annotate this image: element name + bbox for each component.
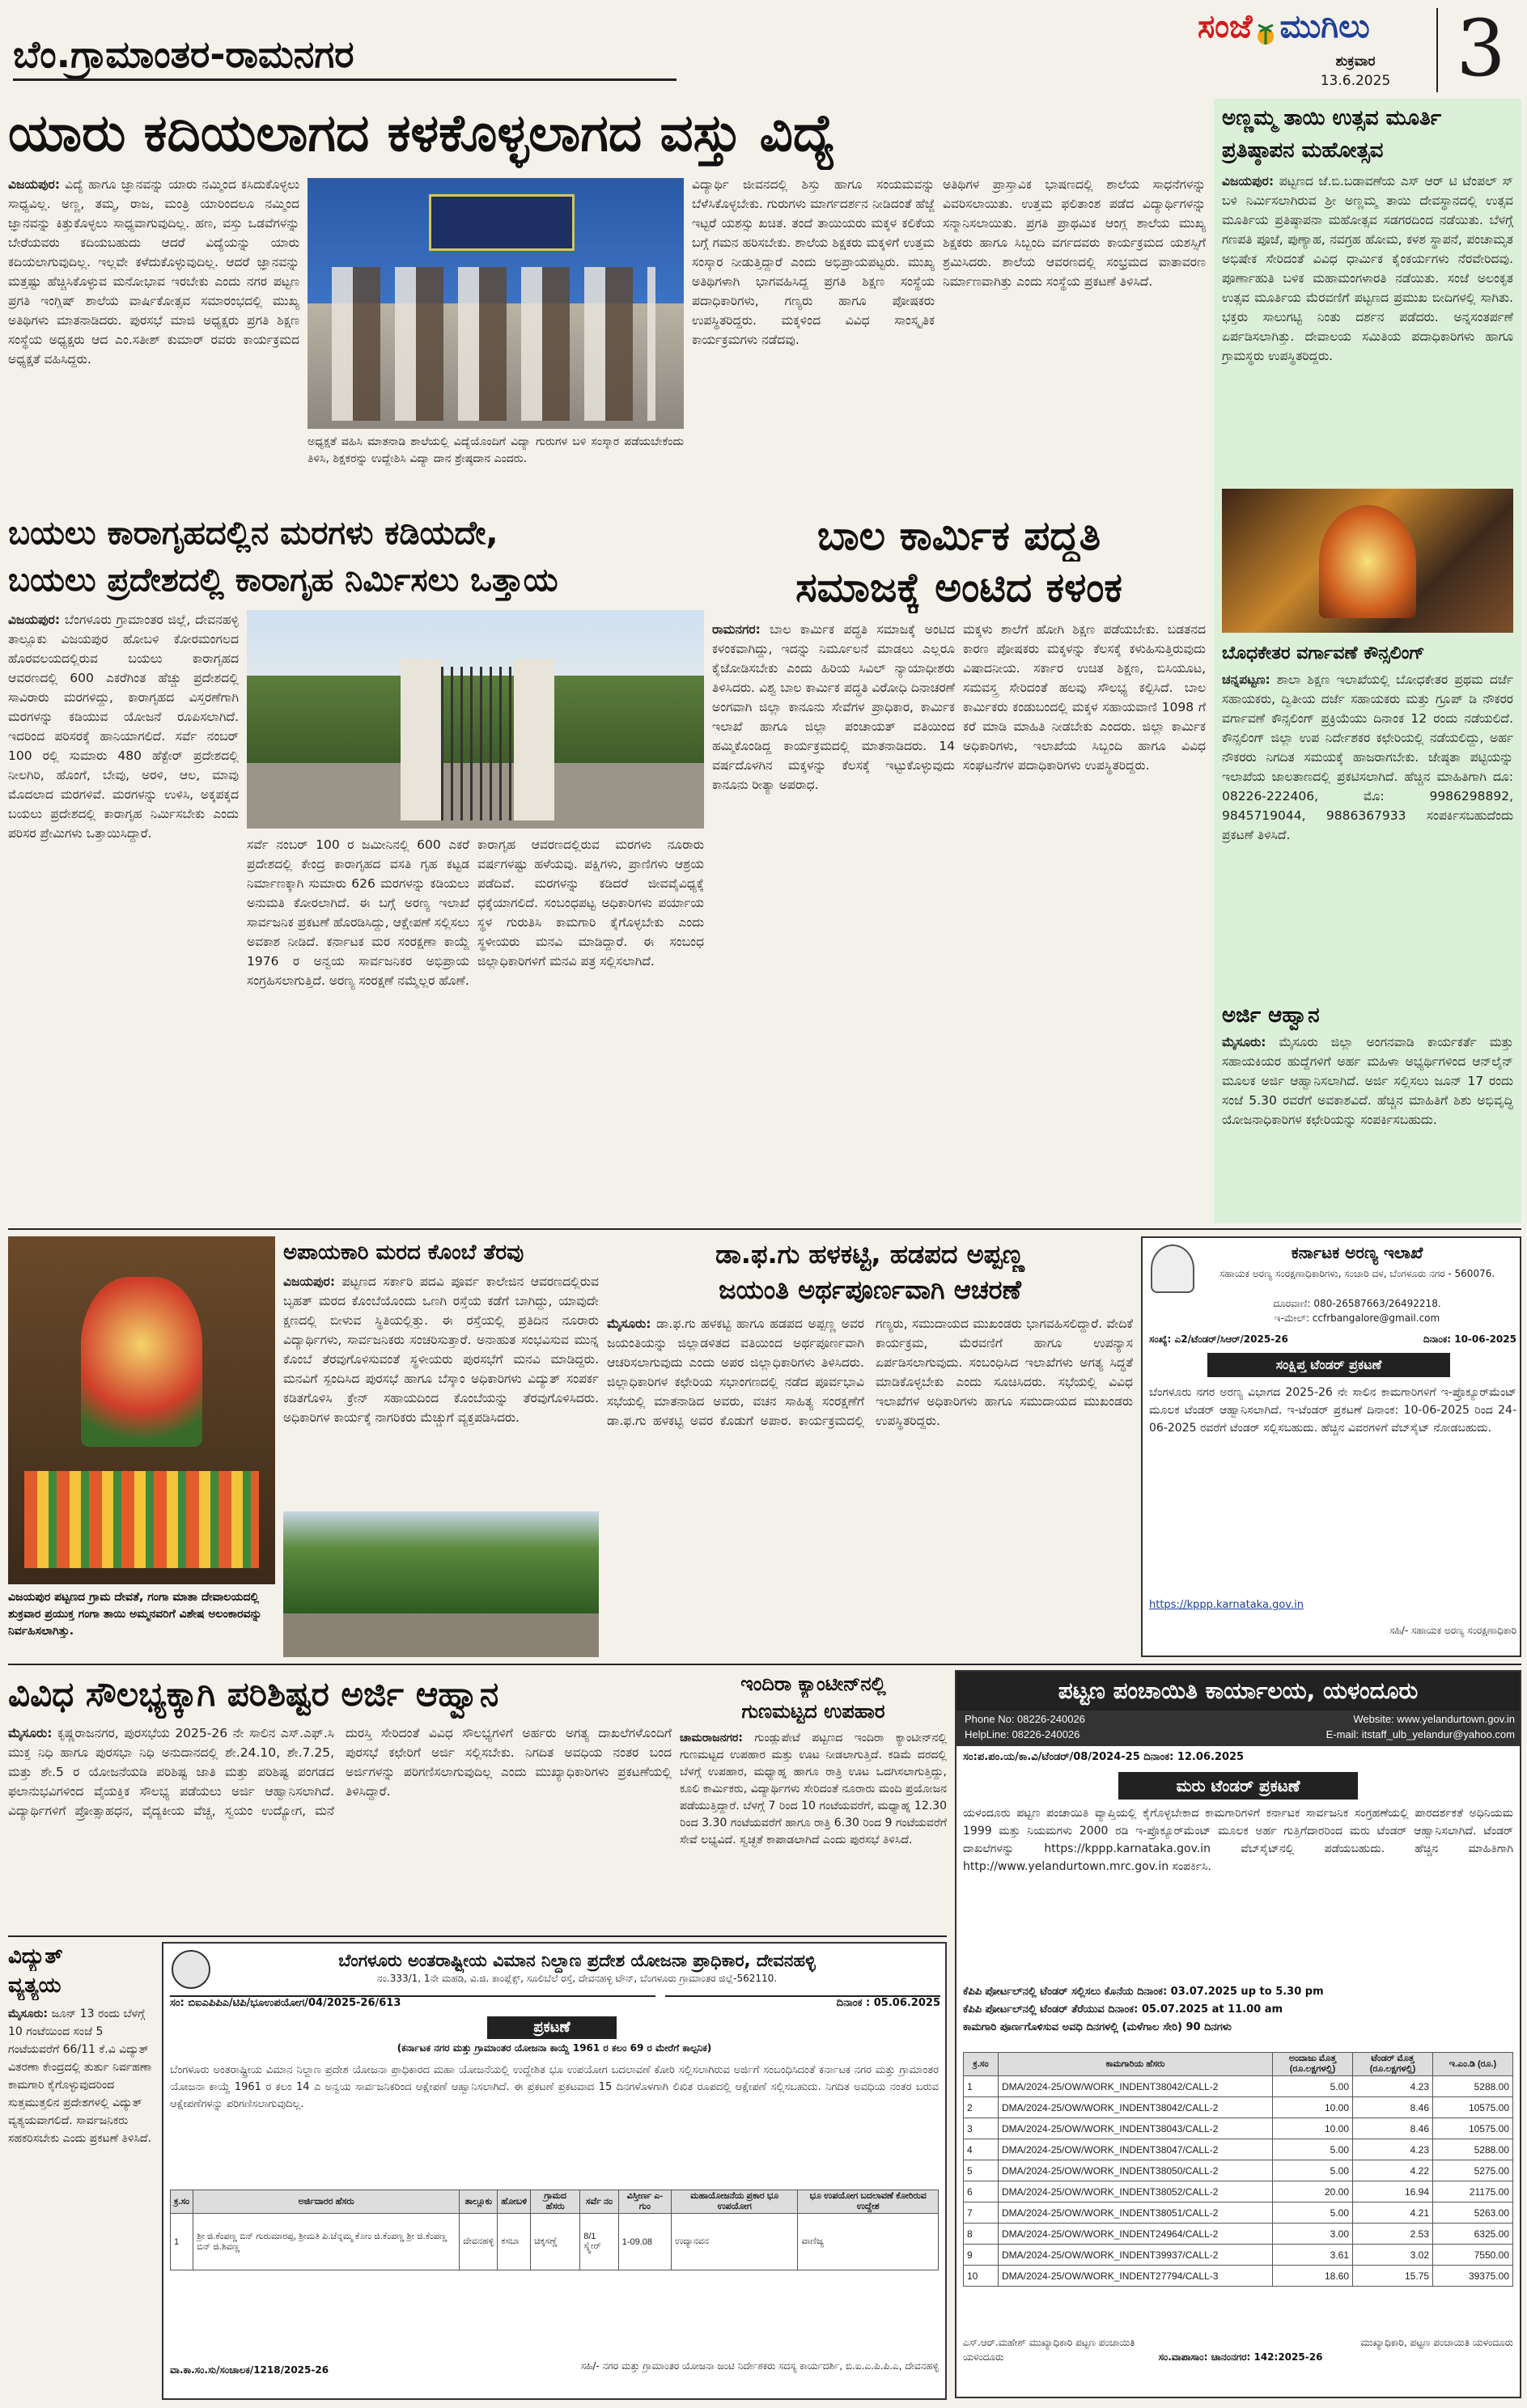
table-header-row bbox=[171, 2190, 939, 2214]
ad-yelandur-title: ಪಟ್ಟಣ ಪಂಚಾಯಿತಿ ಕಾರ್ಯಾಲಯ, ಯಳಂದೂರು bbox=[956, 1672, 1520, 1711]
story-arji-headline: ಅರ್ಜಿ ಆಹ್ವಾನ bbox=[1222, 1003, 1320, 1028]
cell: 4.22 bbox=[1353, 2160, 1433, 2181]
ad-yelandur-web[interactable]: Website: www.yelandurtown.gov.in bbox=[1353, 1713, 1515, 1725]
brand-word-a: ಸಂಜೆ bbox=[1198, 8, 1253, 45]
story-arji-body: ಮೈಸೂರು ಜಿಲ್ಲಾ ಅಂಗನವಾಡಿ ಕಾರ್ಯಕರ್ತೆ ಮತ್ತು ಸಹಾಯಕಿಯರ ಹುದ್ದೆಗಳಿಗೆ ಅರ್ಹ ಮಹಿಳಾ ಅಭ್ಯರ್ಥಿಗಳಿಂದ ಆನ್‌ಲೈನ್ ಮೂಲಕ ಅರ್ಜಿ ಆಹ್ವಾನಿಸಲಾಗಿದೆ. ಅರ್ಜಿ ಸಲ್ಲಿಸಲು ಜೂನ್ 17 ರಂದು ಸಂಜೆ 5.30 ರವರೆಗೆ ಅವಕಾಶವಿದೆ. ಹೆಚ್ಚಿನ ಮಾಹಿತಿಗೆ ಶಿಶು ಅಭಿವೃದ್ಧಿ ಯೋಜನಾಧಿಕಾರಿಗಳ ಕಛೇರಿಯನ್ನು ಸಂಪರ್ಕಿಸಬಹುದು. bbox=[1222, 1035, 1513, 1127]
col-estimate: ಅಂದಾಜು ಮೊತ್ತ (ರೂ.ಲಕ್ಷಗಳಲ್ಲಿ) bbox=[1273, 2053, 1353, 2076]
table-row bbox=[964, 2202, 1513, 2224]
dateline: ವಿಜಯಪುರ: bbox=[283, 1274, 336, 1289]
table-row bbox=[964, 2160, 1513, 2181]
table-row bbox=[964, 2076, 1513, 2097]
story-goddess bbox=[8, 1236, 275, 1657]
story-power-cut-text bbox=[8, 2005, 154, 2400]
ad-yelandur-period: ಕಾಮಗಾರಿ ಪೂರ್ಣಗೊಳಿಸುವ ಅವಧಿ ದಿನಗಳಲ್ಲಿ (ಮಳೆಗಾಲ ಸೇರಿ) 90 ದಿನಗಳು bbox=[963, 2021, 1232, 2033]
table-row bbox=[964, 2245, 1513, 2266]
brand-logo bbox=[1198, 8, 1440, 57]
ad-biaapa-title: ಬೆಂಗಳೂರು ಅಂತರಾಷ್ಟ್ರೀಯ ವಿಮಾನ ನಿಲ್ದಾಣ ಪ್ರದೇಶ ಯೋಜನಾ ಪ್ರಾಧಿಕಾರ, ದೇವನಹಳ್ಳಿ bbox=[338, 1951, 816, 1970]
cell: 10 bbox=[964, 2266, 999, 2287]
story-child-labour-col2: ಮಕ್ಕಳು ಶಾಲೆಗೆ ಹೋಗಿ ಶಿಕ್ಷಣ ಪಡೆಯಬೇಕು. ಬಡತನದ ಕಾರಣ ಪೋಷಕರು ಮಕ್ಕಳನ್ನು ಕೆಲಸಕ್ಕೆ ಕಳುಹಿಸುತ್ತಿರುವುದು ವಿಷಾದನೀಯ. ಸರ್ಕಾರ ಉಚಿತ ಶಿಕ್ಷಣ, ಬಿಸಿಯೂಟ, ಸಮವಸ್ತ್ರ ಸೇರಿದಂತೆ ಹಲವು ಸೌಲಭ್ಯ ಕಲ್ಪಿಸಿದೆ. ಬಾಲ ಕಾರ್ಮಿಕರು ಕಂಡುಬಂದಲ್ಲಿ ಮಕ್ಕಳ ಸಹಾಯವಾಣಿ 1098 ಗೆ ಕರೆ ಮಾಡಿ ಮಾಹಿತಿ ನೀಡಬೇಕು ಎಂದರು. ಜಿಲ್ಲಾ ಕಾರ್ಮಿಕ ಅಧಿಕಾರಿಗಳು, ಇಲಾಖೆಯ ಸಿಬ್ಬಂದಿ ಹಾಗೂ ವಿವಿಧ ಸಂಘಟನೆಗಳ ಪದಾಧಿಕಾರಿಗಳು ಉಪಸ್ಥಿತರಿದ್ದರು. bbox=[963, 622, 1206, 773]
divider-h2 bbox=[8, 1664, 1521, 1665]
table-row bbox=[964, 2224, 1513, 2245]
ad-yelandur-table bbox=[963, 2052, 1513, 2287]
cell: 5288.00 bbox=[1433, 2076, 1513, 2097]
ad-biaapa-notice bbox=[162, 1942, 947, 2400]
cell: 7 bbox=[964, 2202, 999, 2224]
ad-forest-dept: ಕರ್ನಾಟಕ ಅರಣ್ಯ ಇಲಾಖೆ bbox=[1291, 1243, 1423, 1262]
cell: 7550.00 bbox=[1433, 2245, 1513, 2266]
col-area: ವಿಸ್ತೀರ್ಣ ಎ-ಗುಂ bbox=[618, 2190, 671, 2214]
ad-forest-title: ಸಂಕ್ಷಿಪ್ತ ಟೆಂಡರ್ ಪ್ರಕಟಣೆ bbox=[1207, 1353, 1450, 1377]
ad-yelandur-deadline1: ಕೆಪಿಪಿ ಪೋರ್ಟಲ್‌ನಲ್ಲಿ ಟೆಂಡರ್ ಸಲ್ಲಿಸಲು ಕೊನೆಯ ದಿನಾಂಕ: 03.07.2025 up to 5.30 pm bbox=[963, 1986, 1324, 1998]
story-child-labour-col1 bbox=[712, 620, 955, 1222]
ad-forest-email: ಇ-ಮೇಲ್: ccfrbangalore@gmail.com bbox=[1274, 1312, 1440, 1324]
story-tree-branch bbox=[283, 1236, 599, 1657]
story-prison-text1: ಬೆಂಗಳೂರು ಗ್ರಾಮಾಂತರ ಜಿಲ್ಲೆ, ದೇವನಹಳ್ಳಿ ತಾಲ್ಲೂಕು ವಿಜಯಪುರ ಹೋಬಳಿ ಕೋರಮಂಗಲದ ಹೊರವಲಯದಲ್ಲಿರುವ ಬಯಲು ಕಾರಾಗೃಹದ ಆವರಣದಲ್ಲಿ 600 ಎಕರೆಗಿಂತ ಹೆಚ್ಚು ಪ್ರದೇಶದಲ್ಲಿ ಸಾವಿರಾರು ಮರಗಳಿದ್ದು, ಕಾರಾಗೃಹದ ವಿಸ್ತರಣೆಗಾಗಿ ಮರಗಳನ್ನು ಕಡಿಯುವ ಯೋಜನೆ ರೂಪಿಸಲಾಗಿದೆ. ಇದರಿಂದ ಪರಿಸರಕ್ಕೆ ಹಾನಿಯಾಗಲಿದೆ. ಸರ್ವೆ ನಂಬರ್ 100 ರಲ್ಲಿ ಸುಮಾರು 480 ಹೆಕ್ಟೇರ್ ಪ್ರದೇಶದಲ್ಲಿ ನೀಲಗಿರಿ, ಹೊಂಗೆ, ಬೇವು, ಅರಳಿ, ಆಲ, ಮಾವು ಮೊದಲಾದ ಮರಗಳಿವೆ. ಮರಗಳನ್ನು ಉಳಿಸಿ, ಅಕ್ಕಪಕ್ಕದ ಬಯಲು ಪ್ರದೇಶದಲ್ಲಿ ಕಾರಾಗೃಹ ನಿರ್ಮಿಸಬೇಕು ಎಂದು ಪರಿಸರ ಪ್ರೇಮಿಗಳು ಒತ್ತಾಯಿಸಿದ್ದಾರೆ. bbox=[8, 613, 239, 841]
deity-decoration bbox=[1319, 505, 1416, 618]
story-vidye-col3: ವಿದ್ಯಾರ್ಥಿ ಜೀವನದಲ್ಲಿ ಶಿಸ್ತು ಹಾಗೂ ಸಂಯಮವನ್ನು ಬೆಳೆಸಿಕೊಳ್ಳಬೇಕು. ಗುರುಗಳು ಮಾರ್ಗದರ್ಶನ ನೀಡಿದಂತೆ ಹೆಜ್ಜೆ ಇಟ್ಟರೆ ಯಶಸ್ಸು ಖಚಿತ. ತಂದೆ ತಾಯಿಯರು ಮಕ್ಕಳ ಕಲಿಕೆಯ ಬಗ್ಗೆ ಗಮನ ಹರಿಸಬೇಕು. ಶಾಲೆಯ ಶಿಕ್ಷಕರು ಮಕ್ಕಳಿಗೆ ಉತ್ತಮ ಸಂಸ್ಕಾರ ನೀಡುತ್ತಿದ್ದಾರೆ ಎಂದು ಅಭಿಪ್ರಾಯಪಟ್ಟರು. ಮುಖ್ಯ ಅತಿಥಿಗಳಾಗಿ ಭಾಗವಹಿಸಿದ್ದ ಪ್ರಗತಿ ಶಿಕ್ಷಣ ಸಂಸ್ಥೆಯ ಪದಾಧಿಕಾರಿಗಳು, ಗಣ್ಯರು ಹಾಗೂ ಪೋಷಕರು ಉಪಸ್ಥಿತರಿದ್ದರು. ಮಕ್ಕಳಿಂದ ವಿವಿಧ ಸಾಂಸ್ಕೃತಿಕ ಕಾರ್ಯಕ್ರಮಗಳು ನಡೆದವು. bbox=[692, 177, 935, 347]
cell: 4 bbox=[964, 2139, 999, 2160]
ad-biaapa-date: ದಿನಾಂಕ : 05.06.2025 bbox=[665, 1995, 940, 2013]
table-row bbox=[964, 2181, 1513, 2202]
ad-forest-url[interactable]: https://kppp.karnataka.gov.in bbox=[1149, 1599, 1304, 1611]
issue-date: 13.6.2025 bbox=[1320, 73, 1391, 89]
cell: DMA/2024-25/OW/WORK_INDENT38050/CALL-2 bbox=[999, 2160, 1273, 2181]
ad-yelandur-foot-ref: ಸಂ.ವಾಪಾಸಾಂ: ಚಾನಂನಗರ: 142:2025-26 bbox=[1158, 2351, 1323, 2363]
ad-yelandur-tender bbox=[955, 1670, 1521, 2398]
story-tree-branch-text bbox=[283, 1272, 599, 1507]
cell: 8.46 bbox=[1353, 2097, 1433, 2118]
stage-banner bbox=[429, 194, 575, 251]
story-child-labour bbox=[712, 510, 1206, 1222]
dateline: ವಿಜಯಪುರ: bbox=[8, 177, 61, 192]
table-row bbox=[964, 2118, 1513, 2139]
people-silhouettes bbox=[332, 267, 655, 421]
story-counselling-text bbox=[1222, 670, 1513, 997]
col-hobli: ಹೋಬಳಿ bbox=[498, 2190, 531, 2214]
cell: 3.61 bbox=[1273, 2245, 1353, 2266]
cell: 6 bbox=[964, 2181, 999, 2202]
gate-pillar-left bbox=[401, 659, 441, 820]
cell: 2 bbox=[964, 2097, 999, 2118]
story-power-cut-headline-2: ವ್ಯತ್ಯಯ bbox=[8, 1973, 62, 1998]
story-canteen-headline-2: ಗುಣಮಟ್ಟದ ಉಪಹಾರ bbox=[741, 1700, 885, 1723]
story-prison-trees bbox=[8, 510, 704, 1222]
cell: ವಾಣಿಜ್ಯ bbox=[798, 2214, 939, 2270]
ad-forest-ref: ಸಂಖ್ಯೆ: ಎ2/ಟೆಂಡರ್/ಸಿಆರ್/2025-26 bbox=[1149, 1333, 1288, 1345]
ad-yelandur-help: HelpLine: 08226-240026 bbox=[965, 1728, 1080, 1740]
goddess-idol bbox=[81, 1277, 202, 1447]
cell: 18.60 bbox=[1273, 2266, 1353, 2287]
cell: DMA/2024-25/OW/WORK_INDENT38051/CALL-2 bbox=[999, 2202, 1273, 2224]
cell: 5288.00 bbox=[1433, 2139, 1513, 2160]
cell: DMA/2024-25/OW/WORK_INDENT38042/CALL-2 bbox=[999, 2097, 1273, 2118]
story-annamma-headline-1: ಅಣ್ಣಮ್ಮ ತಾಯಿ ಉತ್ಸವ ಮೂರ್ತಿ bbox=[1222, 106, 1442, 130]
cell: 10575.00 bbox=[1433, 2118, 1513, 2139]
cell: ಉದ್ಯಾನವನ bbox=[672, 2214, 798, 2270]
story-sc-st-text bbox=[8, 1723, 672, 1929]
story-child-labour-text1: ಬಾಲ ಕಾರ್ಮಿಕ ಪದ್ಧತಿ ಸಮಾಜಕ್ಕೆ ಅಂಟಿದ ಕಳಂಕವಾಗಿದ್ದು, ಇದನ್ನು ನಿರ್ಮೂಲನೆ ಮಾಡಲು ಎಲ್ಲರೂ ಕೈಜೋಡಿಸಬೇಕು ಎಂದು ಹಿರಿಯ ಸಿವಿಲ್ ನ್ಯಾಯಾಧೀಶರು ತಿಳಿಸಿದರು. ವಿಶ್ವ ಬಾಲ ಕಾರ್ಮಿಕ ಪದ್ಧತಿ ವಿರೋಧಿ ದಿನಾಚರಣೆ ಅಂಗವಾಗಿ ಜಿಲ್ಲಾ ಕಾನೂನು ಸೇವೆಗಳ ಪ್ರಾಧಿಕಾರ, ಕಾರ್ಮಿಕ ಇಲಾಖೆ ಹಾಗೂ ಜಿಲ್ಲಾ ಪಂಚಾಯತ್ ವತಿಯಿಂದ ಹಮ್ಮಿಕೊಂಡಿದ್ದ ಕಾರ್ಯಕ್ರಮದಲ್ಲಿ ಮಾತನಾಡಿದರು. 14 ವರ್ಷದೊಳಗಿನ ಮಕ್ಕಳನ್ನು ಕೆಲಸಕ್ಕೆ ಇಟ್ಟುಕೊಳ್ಳುವುದು ಕಾನೂನು ರೀತ್ಯಾ ಅಪರಾಧ. bbox=[712, 622, 955, 792]
cell: 5.00 bbox=[1273, 2202, 1353, 2224]
cell: 8 bbox=[964, 2224, 999, 2245]
col-master-plan-use: ಮಹಾಯೋಜನೆಯ ಪ್ರಕಾರ ಭೂ ಉಪಯೋಗ bbox=[672, 2190, 798, 2214]
cell: 1 bbox=[171, 2214, 193, 2270]
col-work: ಕಾಮಗಾರಿಯ ಹೆಸರು bbox=[999, 2053, 1273, 2076]
ad-biaapa-foot-sign: ಸಹಿ/- ನಗರ ಮತ್ತು ಗ್ರಾಮಾಂತರ ಯೋಜನಾ ಜಂಟಿ ನಿರ್ದೇಶಕರು ಸದಸ್ಯ ಕಾರ್ಯದರ್ಶಿ, ಬಿ.ಐ.ಎ.ಪಿ.ಪಿ.ಎ, ದೇವನಹಳ್ಳಿ bbox=[580, 2360, 939, 2372]
ad-yelandur-deadline2: ಕೆಪಿಪಿ ಪೋರ್ಟಲ್‌ನಲ್ಲಿ ಟೆಂಡರ್ ತೆರೆಯುವ ದಿನಾಂಕ: 05.07.2025 at 11.00 am bbox=[963, 2003, 1283, 2016]
ad-biaapa-ref: ಸಂ: ಬಿಐಎಪಿಪಿಎ/ಟಿಪಿ/ಭೂಉಪಯೋಗ/04/2025-26/613 bbox=[170, 1995, 655, 2013]
story-prison-col2: ಸರ್ವೆ ನಂಬರ್ 100 ರ ಜಮೀನಿನಲ್ಲಿ 600 ಎಕರೆ ಪ್ರದೇಶದಲ್ಲಿ ಕೇಂದ್ರ ಕಾರಾಗೃಹದ ವಸತಿ ಗೃಹ ಕಟ್ಟಡ ನಿರ್ಮಾಣಕ್ಕಾಗಿ ಸುಮಾರು 626 ಮರಗಳನ್ನು ಕಡಿಯಲು ಅನುಮತಿ ಕೋರಲಾಗಿದೆ. ಈ ಬಗ್ಗೆ ಅರಣ್ಯ ಇಲಾಖೆ ಸಾರ್ವಜನಿಕ ಪ್ರಕಟಣೆ ಹೊರಡಿಸಿದ್ದು, ಆಕ್ಷೇಪಣೆ ಸಲ್ಲಿಸಲು ಅವಕಾಶ ನೀಡಿದೆ. ಕರ್ನಾಟಕ ಮರ ಸಂರಕ್ಷಣಾ ಕಾಯ್ದೆ 1976 ರ ಅನ್ವಯ ಸಾರ್ವಜನಿಕರ ಅಭಿಪ್ರಾಯ ಸಂಗ್ರಹಿಸಲಾಗುತ್ತಿದೆ. ಅರಣ್ಯ ಸಂರಕ್ಷಣೆ ನಮ್ಮೆಲ್ಲರ ಹೊಣೆ. bbox=[247, 837, 469, 988]
table-row bbox=[964, 2266, 1513, 2287]
col-emd: ಇ.ಎಂ.ಡಿ (ರೂ.) bbox=[1433, 2053, 1513, 2076]
cell: DMA/2024-25/OW/WORK_INDENT38042/CALL-2 bbox=[999, 2076, 1273, 2097]
sun-palm-icon bbox=[1252, 22, 1279, 46]
story-prison-col1 bbox=[8, 610, 239, 1222]
cell: 5.00 bbox=[1273, 2076, 1353, 2097]
story-halakatti-headline-2: ಜಯಂತಿ ಅರ್ಥಪೂರ್ಣವಾಗಿ ಆಚರಣೆ bbox=[719, 1274, 1021, 1305]
cell: 3 bbox=[964, 2118, 999, 2139]
story-annamma-body: ಪಟ್ಟಣದ ಜೆ.ಬಿ.ಬಡಾವಣೆಯ ಎಸ್ ಆರ್ ಟಿ ಟೆಂಪಲ್ ಸ್ ಬಳಿ ನಿರ್ಮಿಸಲಾಗಿರುವ ಶ್ರೀ ಅಣ್ಣಮ್ಮ ತಾಯಿ ದೇವಸ್ಥಾನದಲ್ಲಿ ಉತ್ಸವ ಮೂರ್ತಿಯ ಪ್ರತಿಷ್ಠಾಪನಾ ಮಹೋತ್ಸವ ಸಡಗರದಿಂದ ನಡೆಯಿತು. ಬೆಳಗ್ಗೆ ಗಣಪತಿ ಪೂಜೆ, ಪುಣ್ಯಾಹ, ನವಗ್ರಹ ಹೋಮ, ಕಳಶ ಸ್ಥಾಪನೆ, ಪಂಚಾಮೃತ ಅಭಿಷೇಕ ಸೇರಿದಂತೆ ವಿವಿಧ ಧಾರ್ಮಿಕ ಕೈಂಕರ್ಯಗಳು ನೆರವೇರಿದವು. ಪೂರ್ಣಾಹುತಿ ಬಳಿಕ ಮಹಾಮಂಗಳಾರತಿ ನಡೆಯಿತು. ಸಂಜೆ ಅಲಂಕೃತ ಉತ್ಸವ ಮೂರ್ತಿಯ ಮೆರವಣಿಗೆ ಪಟ್ಟಣದ ಪ್ರಮುಖ ಬೀದಿಗಳಲ್ಲಿ ಸಾಗಿತು. ಭಕ್ತರು ಸಾಲುಗಟ್ಟಿ ನಿಂತು ದರ್ಶನ ಪಡೆದರು. ಅನ್ನಸಂತರ್ಪಣೆ ಏರ್ಪಡಿಸಲಾಗಿತ್ತು. ದೇವಾಲಯ ಸಮಿತಿಯ ಪದಾಧಿಕಾರಿಗಳು ಹಾಗೂ ಗ್ರಾಮಸ್ಥರು ಉಪಸ್ಥಿತರಿದ್ದರು. bbox=[1222, 174, 1513, 363]
cell: DMA/2024-25/OW/WORK_INDENT24964/CALL-2 bbox=[999, 2224, 1273, 2245]
cell: 10.00 bbox=[1273, 2118, 1353, 2139]
ad-yelandur-subtitle: ಮರು ಟೆಂಡರ್ ಪ್ರಕಟಣೆ bbox=[1118, 1772, 1358, 1800]
cell: 3.00 bbox=[1273, 2224, 1353, 2245]
dateline: ಚನ್ನಪಟ್ಟಣ: bbox=[1222, 672, 1270, 687]
ad-biaapa-table-wrap bbox=[170, 2190, 939, 2351]
cell: 5263.00 bbox=[1433, 2202, 1513, 2224]
story-canteen bbox=[680, 1670, 947, 1929]
story-sc-st bbox=[8, 1670, 672, 1929]
dateline: ಮೈಸೂರು: bbox=[8, 2007, 49, 2020]
story-prison-headline-1: ಬಯಲು ಕಾರಾಗೃಹದಲ್ಲಿನ ಮರಗಳು ಕಡಿಯದೇ, bbox=[8, 515, 498, 552]
goddess-caption: ವಿಜಯಪುರ ಪಟ್ಟಣದ ಗ್ರಾಮ ದೇವತೆ, ಗಂಗಾ ಮಾತಾ ದೇವಾಲಯದಲ್ಲಿ ಶುಕ್ರವಾರ ಪ್ರಯುಕ್ತ ಗಂಗಾ ತಾಯಿ ಅಮ್ಮನವರಿಗೆ ವಿಶೇಷ ಅಲಂಕಾರವನ್ನು ನಿರ್ವಹಿಸಲಾಗಿತ್ತು. bbox=[8, 1591, 262, 1638]
cell: 1 bbox=[964, 2076, 999, 2097]
story-child-labour-headline-2: ಸಮಾಜಕ್ಕೆ ಅಂಟಿದ ಕಳಂಕ bbox=[795, 564, 1122, 611]
story-vidye-text1: ವಿದ್ಯೆ ಹಾಗೂ ಜ್ಞಾನವನ್ನು ಯಾರು ನಮ್ಮಿಂದ ಕಸಿದುಕೊಳ್ಳಲು ಸಾಧ್ಯವಿಲ್ಲ. ಅಣ್ಣ, ತಮ್ಮ, ರಾಜ, ಮಂತ್ರಿ ಯಾರಿಂದಲೂ ನಮ್ಮಿಂದ ಜ್ಞಾನವನ್ನು ಕಿತ್ತುಕೊಳ್ಳಲು ಸಾಧ್ಯವಾಗುವುದಿಲ್ಲ. ಹಣ, ವಸ್ತು ಒಡವೆಗಳನ್ನು ಬೇರೆಯವರು ಕದಿಯಬಹುದು ಆದರೆ ವಿದ್ಯೆಯನ್ನು ಯಾರು ಕದಿಯಲಾಗುವುದಿಲ್ಲ. ಇಲ್ಲವೇ ಕಳೆದುಕೊಳ್ಳುವುದಿಲ್ಲ. ಆದರೆ ಜ್ಞಾನವನ್ನು ಮತ್ತಷ್ಟು ಹೆಚ್ಚಿಸಿಕೊಳ್ಳುವ ಮನೋಭಾವ ಇರಬೇಕು ಎಂದು ನಗರ ಪಟ್ಟಣ ಪ್ರಗತಿ ಇಂಗ್ಲಿಷ್ ಶಾಲೆಯ ವಾರ್ಷಿಕೋತ್ಸವ ಸಮಾರಂಭದಲ್ಲಿ ಮುಖ್ಯ ಅತಿಥಿಗಳು ಮಾತನಾಡಿದರು. ಪುರಸಭೆ ಮಾಜಿ ಅಧ್ಯಕ್ಷರು ಪ್ರಗತಿ ಶಿಕ್ಷಣ ಸಂಸ್ಥೆಯ ಅಧ್ಯಕ್ಷರು ಆದ ಎಂ.ಸತೀಶ್ ಕುಮಾರ್ ರವರು ಕಾರ್ಯಕ್ರಮದ ಅಧ್ಯಕ್ಷತೆ ವಹಿಸಿದ್ದರು. bbox=[8, 177, 299, 367]
story-vidye-headline: ಯಾರು ಕದಿಯಲಾಗದ ಕಳಕೊಳ್ಳಲಾಗದ ವಸ್ತು ವಿದ್ಯೆ bbox=[8, 104, 836, 163]
table-row bbox=[964, 2097, 1513, 2118]
cell: 4.23 bbox=[1353, 2076, 1433, 2097]
story-power-cut-headline-1: ವಿದ್ಯುತ್ bbox=[8, 1944, 63, 1969]
cell: 8.46 bbox=[1353, 2118, 1433, 2139]
story-power-cut-body: ಜೂನ್ 13 ರಂದು ಬೆಳಗ್ಗೆ 10 ಗಂಟೆಯಿಂದ ಸಂಜೆ 5 ಗಂಟೆಯವರೆಗೆ 66/11 ಕೆ.ವಿ ವಿದ್ಯುತ್ ವಿತರಣಾ ಕೇಂದ್ರದಲ್ಲಿ ತುರ್ತು ನಿರ್ವಹಣಾ ಕಾಮಗಾರಿ ಕೈಗೊಳ್ಳುವುದರಿಂದ ಸುತ್ತಮುತ್ತಲಿನ ಪ್ರದೇಶಗಳಲ್ಲಿ ವಿದ್ಯುತ್ ವ್ಯತ್ಯಯವಾಗಲಿದೆ. ಸಾರ್ವಜನಿಕರು ಸಹಕರಿಸಬೇಕು ಎಂದು ಪ್ರಕಟಣೆ ತಿಳಿಸಿದೆ. bbox=[8, 2007, 152, 2145]
story-vidye-photo bbox=[308, 178, 684, 429]
section-title: ಬೆಂ.ಗ್ರಾಮಾಂತರ-ರಾಮನಗರ bbox=[13, 28, 677, 81]
story-power-cut bbox=[8, 1942, 154, 2400]
cell: 21175.00 bbox=[1433, 2181, 1513, 2202]
cell: 10575.00 bbox=[1433, 2097, 1513, 2118]
story-vidye bbox=[8, 97, 1206, 502]
prison-gate bbox=[441, 667, 514, 820]
story-annamma-headline-2: ಪ್ರತಿಷ್ಠಾಪನ ಮಹೋತ್ಸವ bbox=[1222, 138, 1384, 163]
page-number: 3 bbox=[1456, 3, 1506, 94]
story-canteen-headline-1: ಇಂದಿರಾ ಕ್ಯಾಂಟೀನ್‌ನಲ್ಲಿ bbox=[740, 1672, 886, 1695]
story-halakatti-body: ಡಾ.ಫ.ಗು ಹಳಕಟ್ಟಿ ಹಾಗೂ ಹಡಪದ ಅಪ್ಪಣ್ಣ ಅವರ ಜಯಂತಿಯನ್ನು ಜಿಲ್ಲಾಡಳಿತದ ವತಿಯಿಂದ ಅರ್ಥಪೂರ್ಣವಾಗಿ ಆಚರಿಸಲಾಗುವುದು ಎಂದು ಅಪರ ಜಿಲ್ಲಾಧಿಕಾರಿಗಳು ತಿಳಿಸಿದರು. ಜಿಲ್ಲಾಧಿಕಾರಿಗಳ ಕಛೇರಿಯ ಸಭಾಂಗಣದಲ್ಲಿ ನಡೆದ ಪೂರ್ವಭಾವಿ ಸಭೆಯಲ್ಲಿ ಮಾತನಾಡಿದ ಅವರು, ವಚನ ಸಾಹಿತ್ಯ ಸಂರಕ್ಷಣೆಗೆ ಡಾ.ಫ.ಗು ಹಳಕಟ್ಟಿ ಅವರ ಕೊಡುಗೆ ಅಪಾರ. ಕಾರ್ಯಕ್ರಮದಲ್ಲಿ ಗಣ್ಯರು, ಸಮುದಾಯದ ಮುಖಂಡರು ಭಾಗವಹಿಸಲಿದ್ದಾರೆ. ವೇದಿಕೆ ಕಾರ್ಯಕ್ರಮ, ಮೆರವಣಿಗೆ ಹಾಗೂ ಉಪನ್ಯಾಸ ಏರ್ಪಡಿಸಲಾಗುವುದು. ಸಂಬಂಧಿಸಿದ ಇಲಾಖೆಗಳು ಅಗತ್ಯ ಸಿದ್ಧತೆ ಮಾಡಿಕೊಳ್ಳಬೇಕು ಎಂದು ಸೂಚಿಸಿದರು. ಸಭೆಯಲ್ಲಿ ವಿವಿಧ ಇಲಾಖೆಗಳ ಅಧಿಕಾರಿಗಳು ಹಾಗೂ ಸಮುದಾಯದ ಮುಖಂಡರು ಉಪಸ್ಥಿತರಿದ್ದರು. bbox=[607, 1316, 1133, 1428]
ad-yelandur-foot-right: ಮುಖ್ಯಾಧಿಕಾರಿ, ಪಟ್ಟಣ ಪಂಚಾಯಿತಿ ಯಳಂದೂರು bbox=[1360, 2337, 1513, 2348]
story-sc-st-body: ಕೃಷ್ಣರಾಜನಗರ, ಪುರಸಭೆಯ 2025-26 ನೇ ಸಾಲಿನ ಎಸ್.ಎಫ್.ಸಿ ಮುಕ್ತ ನಿಧಿ ಹಾಗೂ ಪುರಸಭಾ ನಿಧಿ ಅನುದಾನದಲ್ಲಿ ಶೇ.24.10, ಶೇ.7.25, ಮತ್ತು ಶೇ.5 ರ ಯೋಜನೆಯಡಿ ಪರಿಶಿಷ್ಟ ಜಾತಿ ಮತ್ತು ಪರಿಶಿಷ್ಟ ಪಂಗಡದ ಫಲಾನುಭವಿಗಳಿಂದ ವೈಯಕ್ತಿಕ ಸೌಲಭ್ಯ ಪಡೆಯಲು ಅರ್ಜಿ ಆಹ್ವಾನಿಸಲಾಗಿದೆ. ವಿದ್ಯಾರ್ಥಿಗಳಿಗೆ ಪ್ರೋತ್ಸಾಹಧನ, ವೈದ್ಯಕೀಯ ವೆಚ್ಚ, ಸ್ವಯಂ ಉದ್ಯೋಗ, ಮನೆ ದುರಸ್ತಿ ಸೇರಿದಂತೆ ವಿವಿಧ ಸೌಲಭ್ಯಗಳಿಗೆ ಅರ್ಹರು ಅಗತ್ಯ ದಾಖಲೆಗಳೊಂದಿಗೆ ಪುರಸಭೆ ಕಛೇರಿಗೆ ಅರ್ಜಿ ಸಲ್ಲಿಸಬೇಕು. ನಿಗದಿತ ಅವಧಿಯ ನಂತರ ಬಂದ ಅರ್ಜಿಗಳನ್ನು ಪರಿಗಣಿಸಲಾಗುವುದಿಲ್ಲ ಎಂದು ಮುಖ್ಯಾಧಿಕಾರಿಗಳು ಪ್ರಕಟಣೆಯಲ್ಲಿ ತಿಳಿಸಿದ್ದಾರೆ. bbox=[8, 1726, 672, 1818]
story-child-labour-headline-1: ಬಾಲ ಕಾರ್ಮಿಕ ಪದ್ಧತಿ bbox=[817, 512, 1101, 559]
flower-garlands bbox=[24, 1471, 259, 1568]
dateline: ವಿಜಯಪುರ: bbox=[1222, 174, 1275, 189]
cell: 5275.00 bbox=[1433, 2160, 1513, 2181]
story-halakatti-headline-1: ಡಾ.ಫ.ಗು ಹಳಕಟ್ಟಿ, ಹಡಪದ ಅಪ್ಪಣ್ಣ bbox=[715, 1239, 1024, 1270]
col-proposed-use: ಭೂ ಉಪಯೋಗ ಬದಲಾವಣೆ ಕೋರಿರುವ ಉದ್ದೇಶ bbox=[798, 2190, 939, 2214]
cell: 15.75 bbox=[1353, 2266, 1433, 2287]
story-canteen-text bbox=[680, 1730, 947, 1929]
cell: DMA/2024-25/OW/WORK_INDENT38052/CALL-2 bbox=[999, 2181, 1273, 2202]
cell: DMA/2024-25/OW/WORK_INDENT27794/CALL-3 bbox=[999, 2266, 1273, 2287]
ad-biaapa-law: (ಕರ್ನಾಟಕ ನಗರ ಮತ್ತು ಗ್ರಾಮಾಂತರ ಯೋಜನಾ ಕಾಯ್ದೆ 1961 ರ ಕಲಂ 69 ರ ಮೇರೆಗೆ ಕಾಲ್ಪನಿಕ) bbox=[397, 2042, 712, 2054]
cell: 6325.00 bbox=[1433, 2224, 1513, 2245]
table-row bbox=[964, 2139, 1513, 2160]
story-vidye-col1 bbox=[8, 175, 299, 502]
ad-forest-phone: ದೂರವಾಣಿ: 080-26587663/26492218. bbox=[1273, 1298, 1441, 1309]
story-tree-branch-photo bbox=[283, 1511, 599, 1657]
divider-h1 bbox=[8, 1228, 1521, 1230]
story-halakatti bbox=[607, 1236, 1133, 1657]
masthead bbox=[0, 0, 1527, 104]
cell: 9 bbox=[964, 2245, 999, 2266]
ad-forest-date: ದಿನಾಂಕ: 10-06-2025 bbox=[1423, 1333, 1516, 1345]
ad-biaapa-address: ನಂ.333/1, 1ನೇ ಮಹಡಿ, ವಿ.ಜಿ. ಕಾಂಪ್ಲೆಕ್ಸ್, ಸೂಲಿಬೆಲೆ ರಸ್ತೆ, ದೇವನಹಳ್ಳಿ ಟೌನ್, ಬೆಂಗಳೂರು ಗ್ರಾಮಾಂತರ ಜಿಲ್ಲೆ-562110. bbox=[376, 1973, 778, 1984]
cell: 20.00 bbox=[1273, 2181, 1353, 2202]
cell: ಚಿಕ್ಕಸಣ್ಣೆ bbox=[531, 2214, 580, 2270]
ad-biaapa-subtitle: ಪ್ರಕಟಣೆ bbox=[487, 2016, 617, 2039]
col-applicant: ಅರ್ಜಿದಾರರ ಹೆಸರು bbox=[193, 2190, 460, 2214]
ad-forest-office: ಸಹಾಯಕ ಅರಣ್ಯ ಸಂರಕ್ಷಣಾಧಿಕಾರಿಗಳು, ಸಂಚಾರಿ ದಳ, ಬೆಂಗಳೂರು ನಗರ - 560076. bbox=[1219, 1268, 1495, 1279]
cell: 3.02 bbox=[1353, 2245, 1433, 2266]
cell: 4.21 bbox=[1353, 2202, 1433, 2224]
ad-yelandur-phone: Phone No: 08226-240026 bbox=[965, 1713, 1085, 1725]
divider-h3 bbox=[8, 1935, 947, 1937]
story-prison-photo bbox=[247, 610, 704, 829]
goddess-photo bbox=[8, 1236, 275, 1584]
story-prison-col3: ಕಾರಾಗೃಹ ಆವರಣದಲ್ಲಿರುವ ಮರಗಳು ನೂರಾರು ವರ್ಷಗಳಷ್ಟು ಹಳೆಯವು. ಪಕ್ಷಿಗಳು, ಪ್ರಾಣಿಗಳು ಆಶ್ರಯ ಪಡೆದಿವೆ. ಮರಗಳನ್ನು ಕಡಿದರೆ ಜೀವವೈವಿಧ್ಯಕ್ಕೆ ಧಕ್ಕೆಯಾಗಲಿದೆ. ಸಂಬಂಧಪಟ್ಟ ಅಧಿಕಾರಿಗಳು ಪರ್ಯಾಯ ಸ್ಥಳ ಗುರುತಿಸಿ ಕಾಮಗಾರಿ ಕೈಗೊಳ್ಳಬೇಕು ಎಂದು ಸ್ಥಳೀಯರು ಮನವಿ ಮಾಡಿದ್ದಾರೆ. ಈ ಸಂಬಂಧ ಜಿಲ್ಲಾಧಿಕಾರಿಗಳಿಗೆ ಮನವಿ ಪತ್ರ ಸಲ್ಲಿಸಲಾಗಿದೆ. bbox=[477, 837, 704, 969]
cell: 10.00 bbox=[1273, 2097, 1353, 2118]
cell: 16.94 bbox=[1353, 2181, 1433, 2202]
dateline: ವಿಜಯಪುರ: bbox=[8, 613, 61, 627]
cell: 1-09.08 bbox=[618, 2214, 671, 2270]
table-header-row bbox=[964, 2053, 1513, 2076]
story-tree-branch-headline: ಅಪಾಯಕಾರಿ ಮರದ ಕೊಂಬೆ ತೆರವು bbox=[283, 1240, 524, 1265]
dateline: ಮೈಸೂರು: bbox=[1222, 1035, 1266, 1049]
ad-forest-tender bbox=[1141, 1236, 1521, 1657]
col-sl: ಕ್ರ.ಸಂ bbox=[171, 2190, 193, 2214]
cell: 5 bbox=[964, 2160, 999, 2181]
story-canteen-body: ಗುಂಡ್ಲುಪೇಟೆ ಪಟ್ಟಣದ ಇಂದಿರಾ ಕ್ಯಾಂಟೀನ್‌ನಲ್ಲಿ ಗುಣಮಟ್ಟದ ಉಪಹಾರ ಮತ್ತು ಊಟ ನೀಡಲಾಗುತ್ತಿದೆ. ಕಡಿಮೆ ದರದಲ್ಲಿ ಬೆಳಗ್ಗೆ ಉಪಹಾರ, ಮಧ್ಯಾಹ್ನ ಹಾಗೂ ರಾತ್ರಿ ಊಟ ಒದಗಿಸಲಾಗುತ್ತಿದ್ದು, ಕೂಲಿ ಕಾರ್ಮಿಕರು, ವಿದ್ಯಾರ್ಥಿಗಳು ಸೇರಿದಂತೆ ನೂರಾರು ಮಂದಿ ಪ್ರಯೋಜನ ಪಡೆಯುತ್ತಿದ್ದಾರೆ. ಬೆಳಗ್ಗೆ 7 ರಿಂದ 10 ಗಂಟೆಯವರೆಗೆ, ಮಧ್ಯಾಹ್ನ 12.30 ರಿಂದ 3.30 ಗಂಟೆಯವರೆಗೆ ಹಾಗೂ ರಾತ್ರಿ 6.30 ರಿಂದ 9 ಗಂಟೆಯವರೆಗೆ ಸೇವೆ ಲಭ್ಯವಿದೆ. ಸ್ವಚ್ಛತೆ ಕಾಪಾಡಲಾಗಿದೆ ಎಂದು ಪುರಸಭೆ ತಿಳಿಸಿದೆ. bbox=[680, 1732, 947, 1846]
story-annamma-photo bbox=[1222, 489, 1513, 633]
gate-pillar-right bbox=[514, 659, 554, 820]
right-column bbox=[1214, 99, 1521, 1223]
ad-forest-sign: ಸಹಿ/- ಸಹಾಯಕ ಅರಣ್ಯ ಸಂರಕ್ಷಣಾಧಿಕಾರಿ bbox=[1389, 1625, 1516, 1636]
ad-yelandur-ref: ಸಂ:ಪ.ಪಂ.ಯ/ಕಾ.ವಿ/ಟೆಂಡರ್/08/2024-25 ದಿನಾಂಕ: 12.06.2025 bbox=[963, 1751, 1245, 1763]
ad-forest-text: ಬೆಂಗಳೂರು ನಗರ ಅರಣ್ಯ ವಿಭಾಗದ 2025-26 ನೇ ಸಾಲಿನ ಕಾಮಗಾರಿಗಳಿಗೆ ಇ-ಪ್ರೊಕ್ಯೂರ್‌ಮೆಂಟ್ ಮೂಲಕ ಟೆಂಡರ್ ಆಹ್ವಾನಿಸಲಾಗಿದೆ. ಇ-ಟೆಂಡರ್ ಪ್ರಕಟಣೆ ದಿನಾಂಕ: 10-06-2025 ರಿಂದ 24-06-2025 ರವರೆಗೆ ಟೆಂಡರ್ ಸಲ್ಲಿಸಬಹುದು. ಹೆಚ್ಚಿನ ವಿವರಗಳಿಗೆ ವೆಬ್‌ಸೈಟ್ ನೋಡಬಹುದು. bbox=[1149, 1386, 1516, 1435]
ad-yelandur-email[interactable]: E-mail: itstaff_ulb_yelandur@yahoo.com bbox=[1326, 1728, 1515, 1740]
story-sc-st-headline: ವಿವಿಧ ಸೌಲಭ್ಯಕ್ಕಾಗಿ ಪರಿಶಿಷ್ಟರ ಅರ್ಜಿ ಆಹ್ವಾನ bbox=[8, 1674, 499, 1714]
col-sl: ಕ್ರ.ಸಂ bbox=[964, 2053, 999, 2076]
story-vidye-col4: ಅತಿಥಿಗಳ ಪ್ರಾಸ್ತಾವಿಕ ಭಾಷಣದಲ್ಲಿ ಶಾಲೆಯ ಸಾಧನೆಗಳನ್ನು ವಿವರಿಸಲಾಯಿತು. ಉತ್ತಮ ಫಲಿತಾಂಶ ಪಡೆದ ವಿದ್ಯಾರ್ಥಿಗಳನ್ನು ಸನ್ಮಾನಿಸಲಾಯಿತು. ಪ್ರಗತಿ ಪ್ರಾಥಮಿಕ ಆಂಗ್ಲ ಶಾಲೆಯ ಮುಖ್ಯ ಶಿಕ್ಷಕರು ಹಾಗೂ ಸಿಬ್ಬಂದಿ ವರ್ಗದವರು ಕಾರ್ಯಕ್ರಮದ ಯಶಸ್ಸಿಗೆ ಶ್ರಮಿಸಿದರು. ಶಾಲೆಯ ಆವರಣದಲ್ಲಿ ಸಂಭ್ರಮದ ವಾತಾವರಣ ನಿರ್ಮಾಣವಾಗಿತ್ತು ಎಂದು ಸಂಸ್ಥೆಯ ಪ್ರಕಟಣೆ ತಿಳಿಸಿದೆ. bbox=[943, 177, 1206, 289]
ad-yelandur-text: ಯಳಂದೂರು ಪಟ್ಟಣ ಪಂಚಾಯಿತಿ ವ್ಯಾಪ್ತಿಯಲ್ಲಿ ಕೈಗೊಳ್ಳಬೇಕಾದ ಕಾಮಗಾರಿಗಳಿಗೆ ಕರ್ನಾಟಕ ಸಾರ್ವಜನಿಕ ಸಂಗ್ರಹಣೆಯಲ್ಲಿ ಪಾರದರ್ಶಕತೆ ಅಧಿನಿಯಮ 1999 ಮತ್ತು ನಿಯಮಗಳು 2000 ರಡಿ ಇ-ಪ್ರೊಕ್ಯೂರ್‌ಮೆಂಟ್ ಮೂಲಕ ಅರ್ಹ ಗುತ್ತಿಗೆದಾರರಿಂದ ಮರು ಟೆಂಡರ್ ಆಹ್ವಾನಿಸಲಾಗಿದೆ. ಟೆಂಡರ್ ದಾಖಲೆಗಳನ್ನು https://kppp.karnataka.gov.in ವೆಬ್‌ಸೈಟ್‌ನಲ್ಲಿ ಪಡೆಯಬಹುದು. ಹೆಚ್ಚಿನ ಮಾಹಿತಿಗಾಗಿ http://www.yelandurtown.mrc.gov.in ಸಂಪರ್ಕಿಸಿ. bbox=[963, 1807, 1513, 1873]
col-taluk: ತಾಲ್ಲೂಕು bbox=[460, 2190, 498, 2214]
table-row bbox=[171, 2214, 939, 2270]
brand-word-b: ಮುಗಿಲು bbox=[1279, 8, 1370, 45]
cell: ದೇವನಹಳ್ಳಿ bbox=[460, 2214, 498, 2270]
dateline: ಚಾಮರಾಜನಗರ: bbox=[680, 1732, 743, 1745]
ad-yelandur-contact-bar bbox=[956, 1711, 1520, 1746]
col-tender-amount: ಟೆಂಡರ್ ಮೊತ್ತ (ರೂ.ಲಕ್ಷಗಳಲ್ಲಿ) bbox=[1353, 2053, 1433, 2076]
karnataka-emblem-icon bbox=[1151, 1244, 1194, 1293]
cell: ಶ್ರೀ ಜಿ.ಕೆಂಪಣ್ಣ ಬಿನ್ ಗುರುಮಾರಪ್ಪ, ಶ್ರೀಮತಿ ಪಿ.ಚೆನ್ನಮ್ಮ ಕೋಂ ಜಿ.ಕೆಂಪಣ್ಣ ಶ್ರೀ ಜಿ.ಕೆಂಪಣ್ಣ ಬಿನ್ ಜಿ.ಶಿವಣ್ಣ bbox=[193, 2214, 460, 2270]
dateline: ಮೈಸೂರು: bbox=[607, 1316, 651, 1331]
cell: DMA/2024-25/OW/WORK_INDENT39937/CALL-2 bbox=[999, 2245, 1273, 2266]
col-village: ಗ್ರಾಮದ ಹೆಸರು bbox=[531, 2190, 580, 2214]
ad-biaapa-text: ಬೆಂಗಳೂರು ಅಂತರಾಷ್ಟ್ರೀಯ ವಿಮಾನ ನಿಲ್ದಾಣ ಪ್ರದೇಶ ಯೋಜನಾ ಪ್ರಾಧಿಕಾರದ ಮಹಾ ಯೋಜನೆಯಲ್ಲಿ ಉದ್ದೇಶಿತ ಭೂ ಉಪಯೋಗ ಬದಲಾವಣೆ ಕೋರಿ ಸಲ್ಲಿಸಲಾಗಿರುವ ಅರ್ಜಿಗೆ ಸಂಬಂಧಿಸಿದಂತೆ ಕರ್ನಾಟಕ ನಗರ ಮತ್ತು ಗ್ರಾಮಾಂತರ ಯೋಜನಾ ಕಾಯ್ದೆ 1961 ರ ಕಲಂ 14 ಎ ಅನ್ವಯ ಸಾರ್ವಜನಿಕರಿಂದ ಆಕ್ಷೇಪಣೆ ಆಹ್ವಾನಿಸಲಾಗಿದೆ. ಈ ಪ್ರಕಟಣೆ ಪ್ರಕಟವಾದ 15 ದಿನಗಳೊಳಗಾಗಿ ಲಿಖಿತ ರೂಪದಲ್ಲಿ ಆಕ್ಷೇಪಣೆ ಸಲ್ಲಿಸಬಹುದು. ನಿಗದಿತ ಅವಧಿಯ ನಂತರ ಬರುವ ಆಕ್ಷೇಪಣೆಗಳನ್ನು ಪರಿಗಣಿಸಲಾಗುವುದಿಲ್ಲ. bbox=[170, 2064, 939, 2110]
ad-yelandur-table-wrap bbox=[963, 2052, 1513, 2319]
cell: DMA/2024-25/OW/WORK_INDENT38047/CALL-2 bbox=[999, 2139, 1273, 2160]
cell: 5.00 bbox=[1273, 2139, 1353, 2160]
cell: 5.00 bbox=[1273, 2160, 1353, 2181]
story-halakatti-text bbox=[607, 1314, 1133, 1657]
issue-day: ಶುಕ್ರವಾರ bbox=[1335, 53, 1376, 70]
story-counselling-body: ಶಾಲಾ ಶಿಕ್ಷಣ ಇಲಾಖೆಯಲ್ಲಿ ಬೋಧಕೇತರ ಪ್ರಥಮ ದರ್ಜೆ ಸಹಾಯಕರು, ದ್ವಿತೀಯ ದರ್ಜೆ ಸಹಾಯಕರು ಮತ್ತು ಗ್ರೂಪ್ ಡಿ ನೌಕರರ ವರ್ಗಾವಣೆ ಕೌನ್ಸಲಿಂಗ್ ಪ್ರಕ್ರಿಯೆಯು ದಿನಾಂಕ 12 ರಂದು ನಡೆಯಲಿದೆ. ಕೌನ್ಸಲಿಂಗ್ ಜಿಲ್ಲಾ ಉಪ ನಿರ್ದೇಶಕರ ಕಛೇರಿಯಲ್ಲಿ ನಡೆಯಲಿದ್ದು, ಅರ್ಹ ನೌಕರರು ನಿಗದಿತ ಸಮಯಕ್ಕೆ ಹಾಜರಾಗಬೇಕು. ಜೇಷ್ಠತಾ ಪಟ್ಟಿಯನ್ನು ಇಲಾಖೆಯ ಜಾಲತಾಣದಲ್ಲಿ ಪ್ರಕಟಿಸಲಾಗಿದೆ. ಹೆಚ್ಚಿನ ಮಾಹಿತಿಗಾಗಿ ದೂ: 08226-222406, ಮೊ: 9986298892, 9845719044, 9886367933 ಸಂಪರ್ಕಿಸಬಹುದೆಂದು ಪ್ರಕಟಣೆ ತಿಳಿಸಿದೆ. bbox=[1222, 672, 1513, 842]
story-vidye-caption: ಅಧ್ಯಕ್ಷತೆ ವಹಿಸಿ ಮಾತನಾಡಿ ಶಾಲೆಯಲ್ಲಿ ವಿದ್ಯೆಯೊಂದಿಗೆ ವಿದ್ಯಾ ಗುರುಗಳ ಬಳಿ ಸಂಸ್ಕಾರ ಪಡೆಯಬೇಕೆಂದು ತಿಳಿಸಿ, ಶಿಕ್ಷಕರನ್ನು ಉದ್ದೇಶಿಸಿ ವಿದ್ಯಾ ದಾನ ಶ್ರೇಷ್ಠದಾನ ಎಂದರು. bbox=[308, 435, 684, 465]
ad-biaapa-table bbox=[170, 2190, 939, 2270]
story-counselling-headline: ಬೊಧಕೇತರ ವರ್ಗಾವಣೆ ಕೌನ್ಸಲಿಂಗ್ bbox=[1222, 643, 1425, 663]
story-arji-text bbox=[1222, 1032, 1513, 1215]
masthead-divider bbox=[1436, 8, 1438, 92]
cell: 2.53 bbox=[1353, 2224, 1433, 2245]
story-prison-headline-2: ಬಯಲು ಪ್ರದೇಶದಲ್ಲಿ ಕಾರಾಗೃಹ ನಿರ್ಮಿಸಲು ಒತ್ತಾಯ bbox=[8, 562, 558, 599]
dateline: ರಾಮನಗರ: bbox=[712, 622, 761, 637]
col-survey: ಸರ್ವೆ ನಂ bbox=[580, 2190, 619, 2214]
cell: 4.23 bbox=[1353, 2139, 1433, 2160]
story-annamma-text bbox=[1222, 172, 1513, 482]
ad-biaapa-foot-ref: ವಾ.ಕಾ.ಸಂ.ಸು/ಸಂಚಾಲಕ/1218/2025-26 bbox=[170, 2364, 329, 2376]
ad-yelandur-foot-left: ಎಸ್.ಆರ್.ಮಹೇಶ್ ಮುಖ್ಯಾಧಿಕಾರಿ ಪಟ್ಟಣ ಪಂಚಾಯಿತಿ ಯಳಂದೂರು bbox=[963, 2337, 1135, 2363]
cell: 8/1 ಸ್ಕ್ವೇರ್ bbox=[580, 2214, 619, 2270]
story-tree-branch-body: ಪಟ್ಟಣದ ಸರ್ಕಾರಿ ಪದವಿ ಪೂರ್ವ ಕಾಲೇಜಿನ ಆವರಣದಲ್ಲಿರುವ ಬೃಹತ್ ಮರದ ಕೊಂಬೆಯೊಂದು ಒಣಗಿ ರಸ್ತೆಯ ಕಡೆಗೆ ಬಾಗಿದ್ದು, ಯಾವುದೇ ಕ್ಷಣದಲ್ಲಿ ಬೀಳುವ ಸ್ಥಿತಿಯಲ್ಲಿತ್ತು. ಈ ರಸ್ತೆಯಲ್ಲಿ ಪ್ರತಿದಿನ ನೂರಾರು ವಿದ್ಯಾರ್ಥಿಗಳು, ಸಾರ್ವಜನಿಕರು ಸಂಚರಿಸುತ್ತಾರೆ. ಅನಾಹುತ ಸಂಭವಿಸುವ ಮುನ್ನ ಕೊಂಬೆ ತೆರವುಗೊಳಿಸುವಂತೆ ಸ್ಥಳೀಯರು ಪುರಸಭೆಗೆ ಮನವಿ ಮಾಡಿದ್ದರು. ಮನವಿಗೆ ಸ್ಪಂದಿಸಿದ ಪುರಸಭೆ ಹಾಗೂ ಬೆಸ್ಕಾಂ ಅಧಿಕಾರಿಗಳು ವಿದ್ಯುತ್ ಸಂಪರ್ಕ ಕಡಿತಗೊಳಿಸಿ ಕ್ರೇನ್ ಸಹಾಯದಿಂದ ಕೊಂಬೆಯನ್ನು ತೆರವುಗೊಳಿಸಿದರು. ಅಧಿಕಾರಿಗಳ ಕಾರ್ಯಕ್ಕೆ ನಾಗರಿಕರು ಮೆಚ್ಚುಗೆ ವ್ಯಕ್ತಪಡಿಸಿದರು. bbox=[283, 1274, 599, 1425]
cell: ಕಸಬಾ bbox=[498, 2214, 531, 2270]
dateline: ಮೈಸೂರು: bbox=[8, 1726, 53, 1740]
cell: 39375.00 bbox=[1433, 2266, 1513, 2287]
cell: DMA/2024-25/OW/WORK_INDENT38043/CALL-2 bbox=[999, 2118, 1273, 2139]
biaapa-logo-icon bbox=[172, 1950, 210, 1989]
